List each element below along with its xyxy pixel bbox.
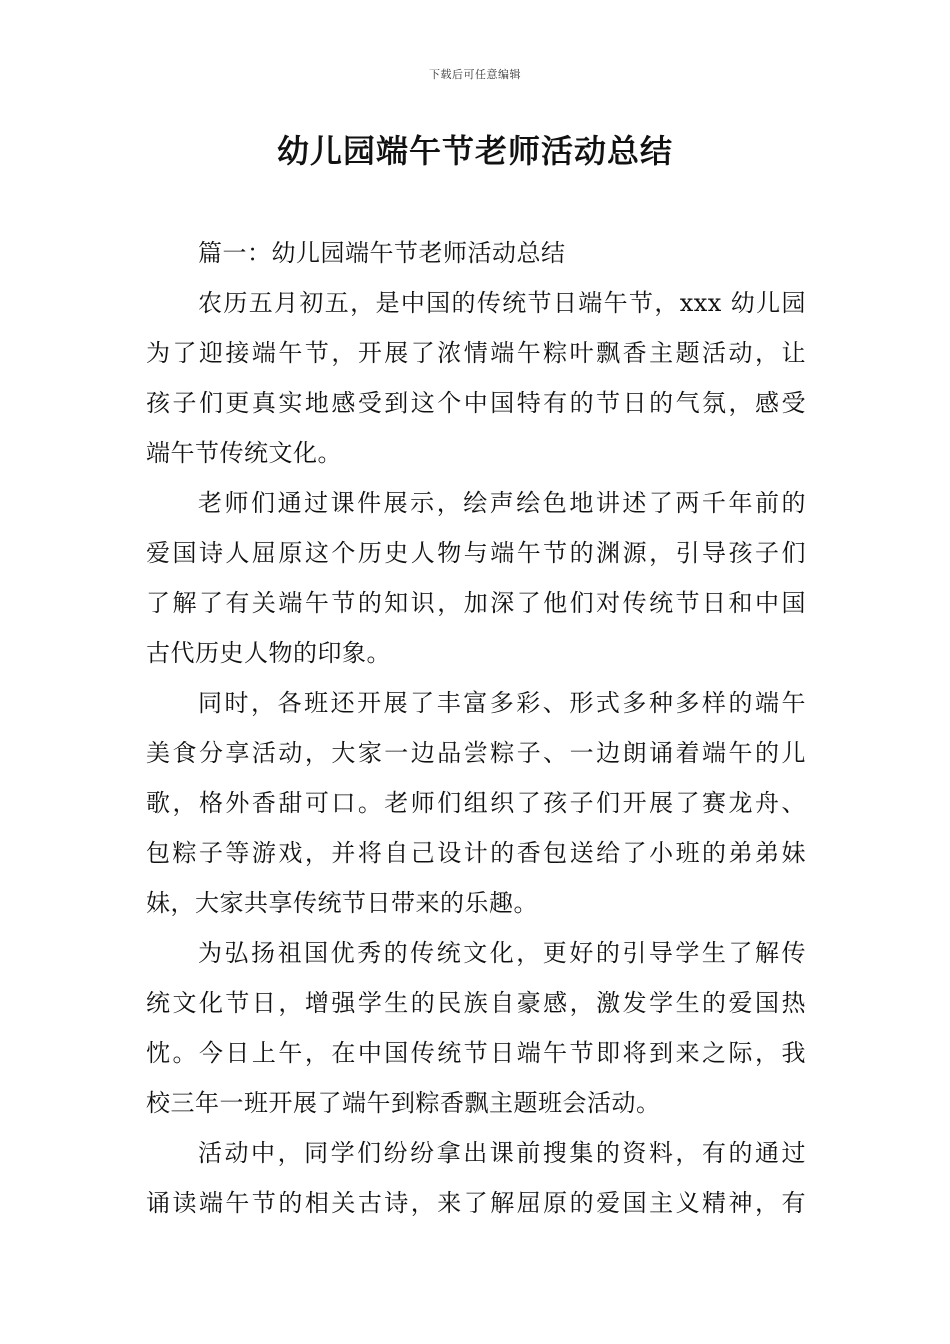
text-line: 为弘扬祖国优秀的传统文化，更好的引导学生了解传 [198,939,806,967]
text-line: 古代历史人物的印象。 [146,639,391,667]
text-line: 统文化节日，增强学生的民族自豪感，激发学生的爱国热 [146,989,806,1017]
text-line: 农历五月初五，是中国的传统节日端午节，xxx 幼儿园 [198,289,806,317]
body-text [146,228,806,1228]
text-line: 篇一：幼儿园端午节老师活动总结 [198,239,566,267]
text-line: 端午节传统文化。 [146,439,342,467]
text-line: 忱。今日上午，在中国传统节日端午节即将到来之际，我 [146,1039,806,1067]
text-line: 活动中，同学们纷纷拿出课前搜集的资料，有的通过 [198,1139,806,1167]
text-line: 同时，各班还开展了丰富多彩、形式多种多样的端午 [198,689,806,717]
header-note: 下载后可任意编辑 [429,68,521,81]
text-line: 了解了有关端午节的知识，加深了他们对传统节日和中国 [146,589,806,617]
text-line: 为了迎接端午节，开展了浓情端午粽叶飘香主题活动，让 [146,339,806,367]
text-line: 包粽子等游戏，并将自己设计的香包送给了小班的弟弟妹 [146,839,806,867]
text-line: 孩子们更真实地感受到这个中国特有的节日的气氛，感受 [146,389,806,417]
text-line: 老师们通过课件展示，绘声绘色地讲述了两千年前的 [198,489,806,517]
text-line: 美食分享活动，大家一边品尝粽子、一边朗诵着端午的儿 [146,739,806,767]
text-line: 歌，格外香甜可口。老师们组织了孩子们开展了赛龙舟、 [146,789,806,817]
text-line: 爱国诗人屈原这个历史人物与端午节的渊源，引导孩子们 [146,539,806,567]
text-line: 诵读端午节的相关古诗，来了解屈原的爱国主义精神，有 [146,1189,806,1217]
text-line: 校三年一班开展了端午到粽香飘主题班会活动。 [146,1089,661,1117]
document-title: 幼儿园端午节老师活动总结 [276,132,673,170]
text-line: 妹，大家共享传统节日带来的乐趣。 [146,889,538,917]
